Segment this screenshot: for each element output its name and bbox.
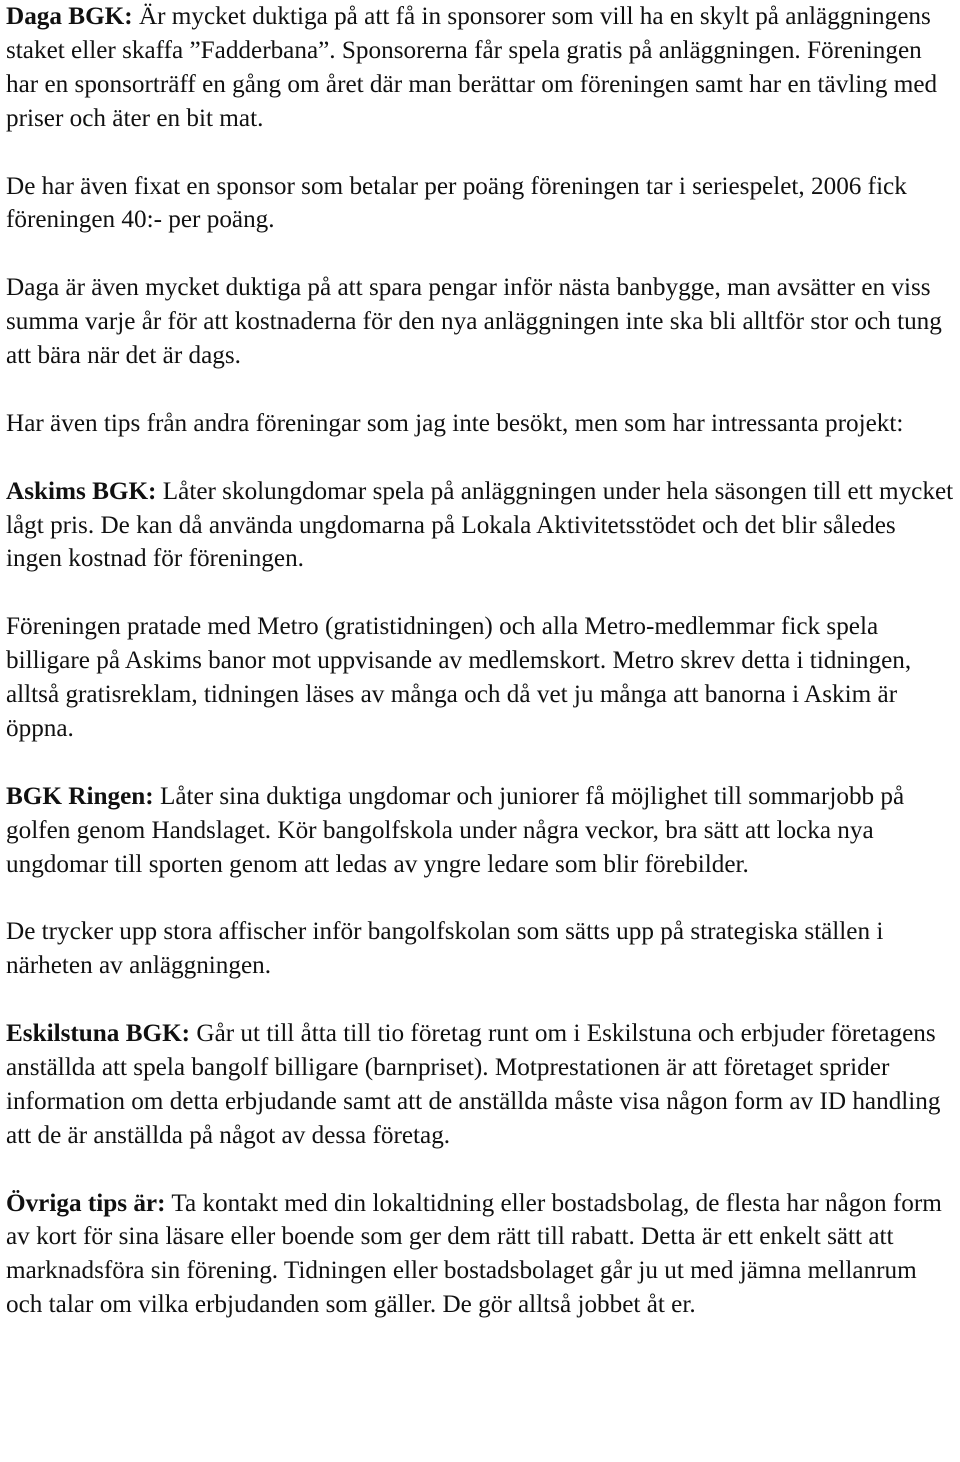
paragraph-text: De har även fixat en sponsor som betalar per poäng föreningen tar i seriespelet, 2006 fick föreningen 40:- per poäng. [6,172,907,234]
paragraph-heading: BGK Ringen: [6,782,154,810]
paragraph-other-tips [6,1187,956,1323]
paragraph-eskilstuna-bgk [6,1017,956,1153]
paragraph-askims-bgk [6,475,956,577]
paragraph-heading: Övriga tips är: [6,1189,166,1217]
paragraph-text: Går ut till åtta till tio företag runt om i Eskilstuna och erbjuder företagens anställda att spela bangolf billigare (barnpriset). Motprestationen är att företaget sprider information om detta erbjudande samt att de anställda måste visa någon form av ID handling att de är anställda på något av dessa företag. [6,1020,941,1149]
paragraph-text: Låter skolungdomar spela på anläggningen under hela säsongen till ett mycket lågt pris. De kan då använda ungdomarna på Lokala Aktivitetsstödet och det blir således ingen kostnad för föreningen. [6,477,954,573]
paragraph-other-clubs-intro [6,407,956,441]
paragraph-heading: Eskilstuna BGK: [6,1020,191,1048]
paragraph-askims-metro [6,610,956,746]
document-page [6,0,956,1356]
paragraph-text: Daga är även mycket duktiga på att spara pengar inför nästa banbygge, man avsätter en viss summa varje år för att kostnaderna för den nya anläggningen inte ska bli alltför stor och tung att bära när det är dags. [6,274,942,370]
paragraph-text: De trycker upp stora affischer inför bangolfskolan som sätts upp på strategiska ställen i närheten av anläggningen. [6,918,884,980]
paragraph-heading: Askims BGK: [6,477,157,505]
paragraph-ringen-posters [6,915,956,983]
paragraph-bgk-ringen [6,780,956,882]
paragraph-text: Ta kontakt med din lokaltidning eller bostadsbolag, de flesta har någon form av kort för sina läsare eller boende som ger dem rätt till rabatt. Detta är ett enkelt sätt att marknadsföra sin förening. Tidningen eller bostadsbolaget går ju ut med jämna mellanrum och talar om vilka erbjudanden som gäller. De gör alltså jobbet åt er. [6,1189,942,1319]
paragraph-daga-savings [6,271,956,373]
paragraph-text: Låter sina duktiga ungdomar och juniorer få möjlighet till sommarjobb på golfen genom Handslaget. Kör bangolfskola under några veckor, bra sätt att locka nya ungdomar till sporten genom att ledas av yngre ledare som blir förebilder. [6,782,905,878]
paragraph-text: Är mycket duktiga på att få in sponsorer som vill ha en skylt på anläggningens staket eller skaffa ”Fadderbana”. Sponsorerna får spela gratis på anläggningen. Föreningen har en sponsorträff en gång om året där man berättar om föreningen samt har en tävling med priser och äter en bit mat. [6,3,938,132]
paragraph-heading: Daga BGK: [6,3,133,30]
paragraph-daga-sponsor-points [6,170,956,238]
paragraph-text: Föreningen pratade med Metro (gratistidningen) och alla Metro-medlemmar fick spela billigare på Askims banor mot uppvisande av medlemskort. Metro skrev detta i tidningen, alltså gratisreklam, tidningen läses av många och då vet ju många att banorna i Askim är öppna. [6,613,912,742]
paragraph-text: Har även tips från andra föreningar som jag inte besökt, men som har intressanta projekt: [6,409,904,437]
paragraph-daga-bgk [6,0,956,136]
